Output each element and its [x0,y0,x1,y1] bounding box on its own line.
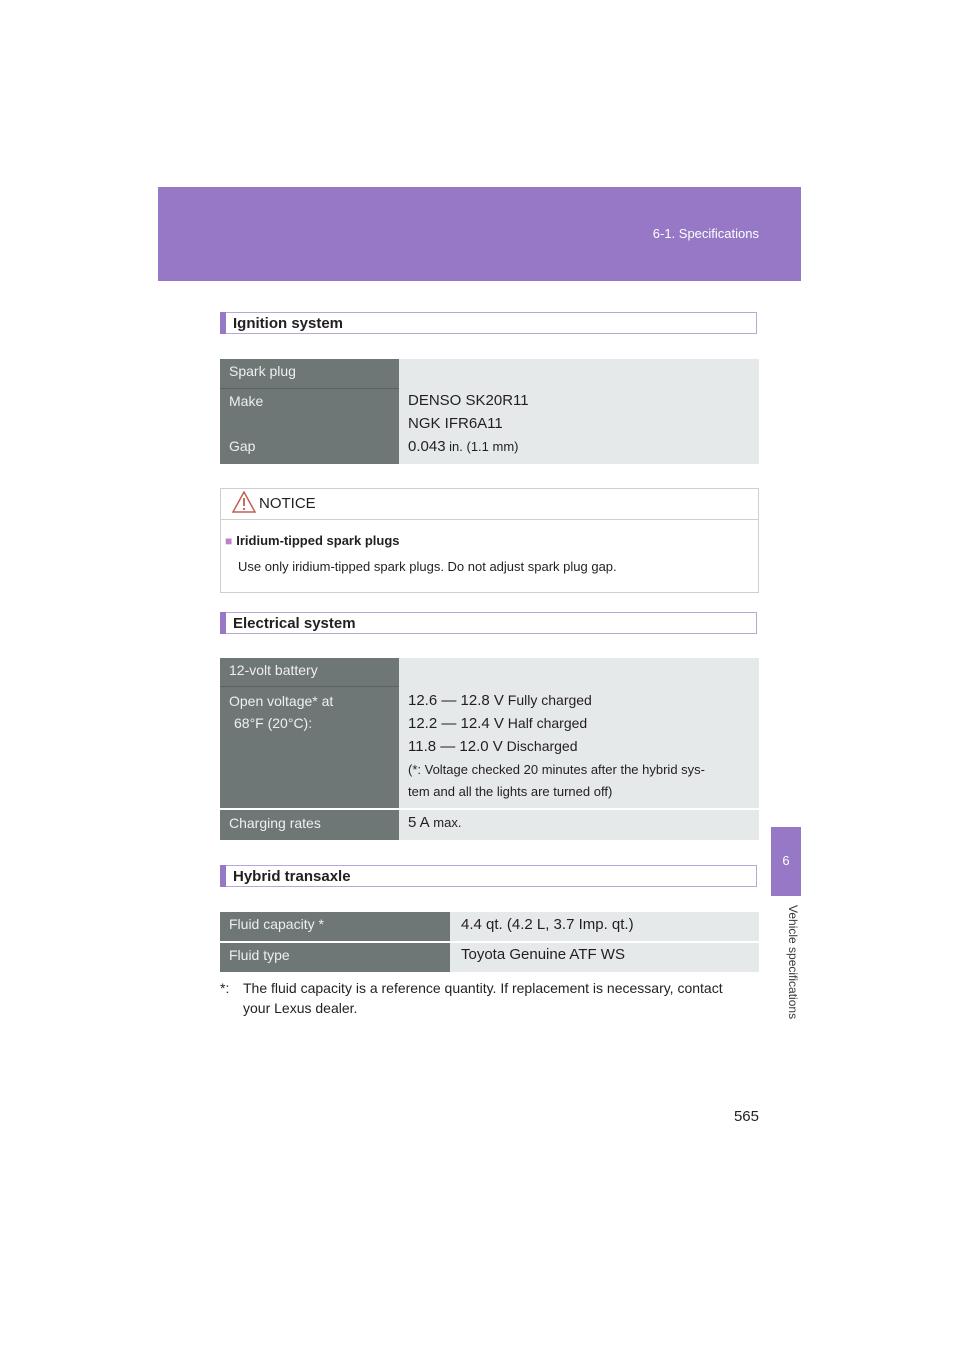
ignition-table [220,359,759,464]
ignition-heading: Ignition system [220,312,757,334]
voltage-line: 11.8 — 12.0 V Discharged [408,738,578,755]
charging-value: 5 A max. [408,814,462,831]
footnote-line-2: your Lexus dealer. [243,1000,358,1016]
warning-icon [232,491,256,513]
transaxle-table [220,912,759,972]
charging-label: Charging rates [229,815,321,831]
notice-subtitle: ■ Iridium-tipped spark plugs [225,533,400,548]
voltage-line: 12.2 — 12.4 V Half charged [408,715,588,732]
voltage-note-2: tem and all the lights are turned off) [408,784,613,799]
electrical-table [220,658,759,840]
battery-label: 12-volt battery [229,662,318,678]
notice-body: Use only iridium-tipped spark plugs. Do not adjust spark plug gap. [238,559,617,574]
make-label: Make [229,393,264,409]
gap-value: 0.043 in. (1.1 mm) [408,438,519,455]
page-number: 565 [733,1108,759,1125]
chapter-label: Vehicle specifications [786,905,800,1020]
gap-label: Gap [229,438,256,454]
make-value-ngk: NGK IFR6A11 [408,415,503,432]
voltage-label-2: 68°F (20°C): [234,715,313,731]
footnote [220,978,760,1018]
fluid-type-value: Toyota Genuine ATF WS [461,946,625,963]
fluid-capacity-value: 4.4 qt. (4.2 L, 3.7 Imp. qt.) [461,916,634,933]
transaxle-heading: Hybrid transaxle [220,865,757,887]
footnote-line-1: The fluid capacity is a reference quantity. If replacement is necessary, contact [243,980,723,996]
chapter-number: 6 [782,853,790,868]
make-value-denso: DENSO SK20R11 [408,392,529,409]
spark-plug-label: Spark plug [229,363,296,379]
fluid-capacity-label: Fluid capacity * [229,916,324,932]
section-title: 6-1. Specifications [652,226,759,241]
voltage-label-1: Open voltage* at [229,693,334,709]
voltage-line: 12.6 — 12.8 V Fully charged [408,692,592,709]
voltage-note-1: (*: Voltage checked 20 minutes after the hybrid sys- [408,762,705,777]
notice-title: NOTICE [259,495,316,512]
fluid-type-label: Fluid type [229,947,290,963]
electrical-heading: Electrical system [220,612,757,634]
footnote-mark: *: [220,980,230,996]
